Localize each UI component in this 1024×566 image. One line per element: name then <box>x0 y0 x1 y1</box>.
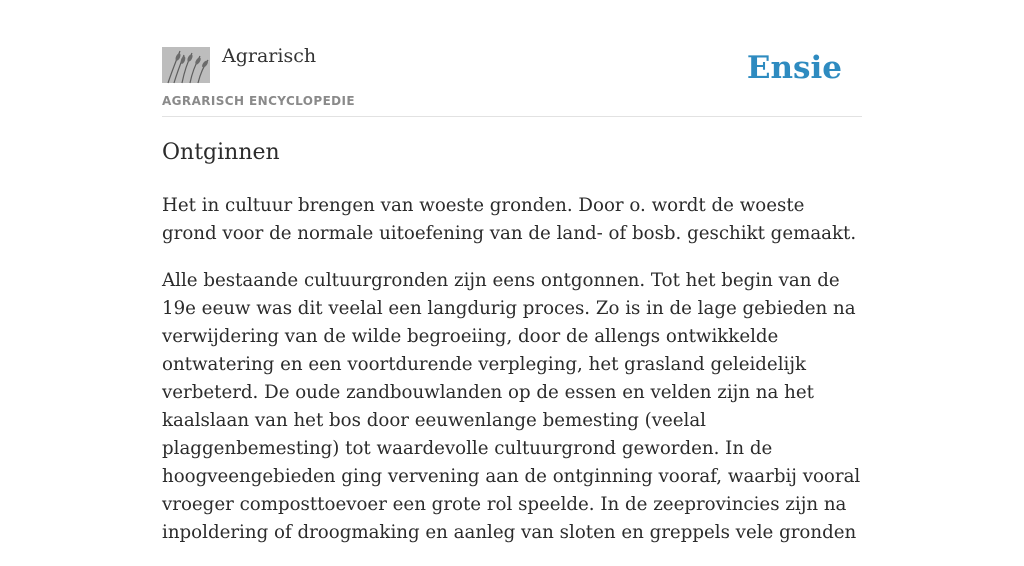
article-paragraph: Alle bestaande cultuurgronden zijn eens ontgonnen. Tot het begin van de 19e eeuw was dit veelal een langdurig proces. Zo is in de lage gebieden na verwijdering van de wilde begroeiing, door de allengs ontwikkelde ontwatering en een voortdurende verpleging, het grasland geleidelijk verbeterd. De oude zandbouwlanden op de essen en velden zijn na het kaalslaan van het bos door eeuwenlange bemesting (veelal plaggenbemesting) tot waardevolle cultuurgrond geworden. In de hoogveengebieden ging vervening aan de ontginning vooraf, waarbij vooral vroeger composttoevoer een grote rol speelde. In de zeeprovincies zijn na inpoldering of droogmaking en aanleg van sloten en greppels vele gronden <box>162 270 861 543</box>
article-title: Ontginnen <box>162 140 280 165</box>
brand-logo[interactable]: Ensie <box>746 50 842 86</box>
site-header <box>162 0 862 117</box>
source-subtitle: AGRARISCH ENCYCLOPEDIE <box>162 94 355 108</box>
article-paragraph: Het in cultuur brengen van woeste gronden. Door o. wordt de woeste grond voor de normale uitoefening van de land- of bosb. geschikt gemaakt. <box>162 195 857 244</box>
source-title[interactable]: Agrarisch <box>222 45 317 67</box>
wheat-icon[interactable] <box>162 47 210 83</box>
article-body <box>162 192 864 566</box>
